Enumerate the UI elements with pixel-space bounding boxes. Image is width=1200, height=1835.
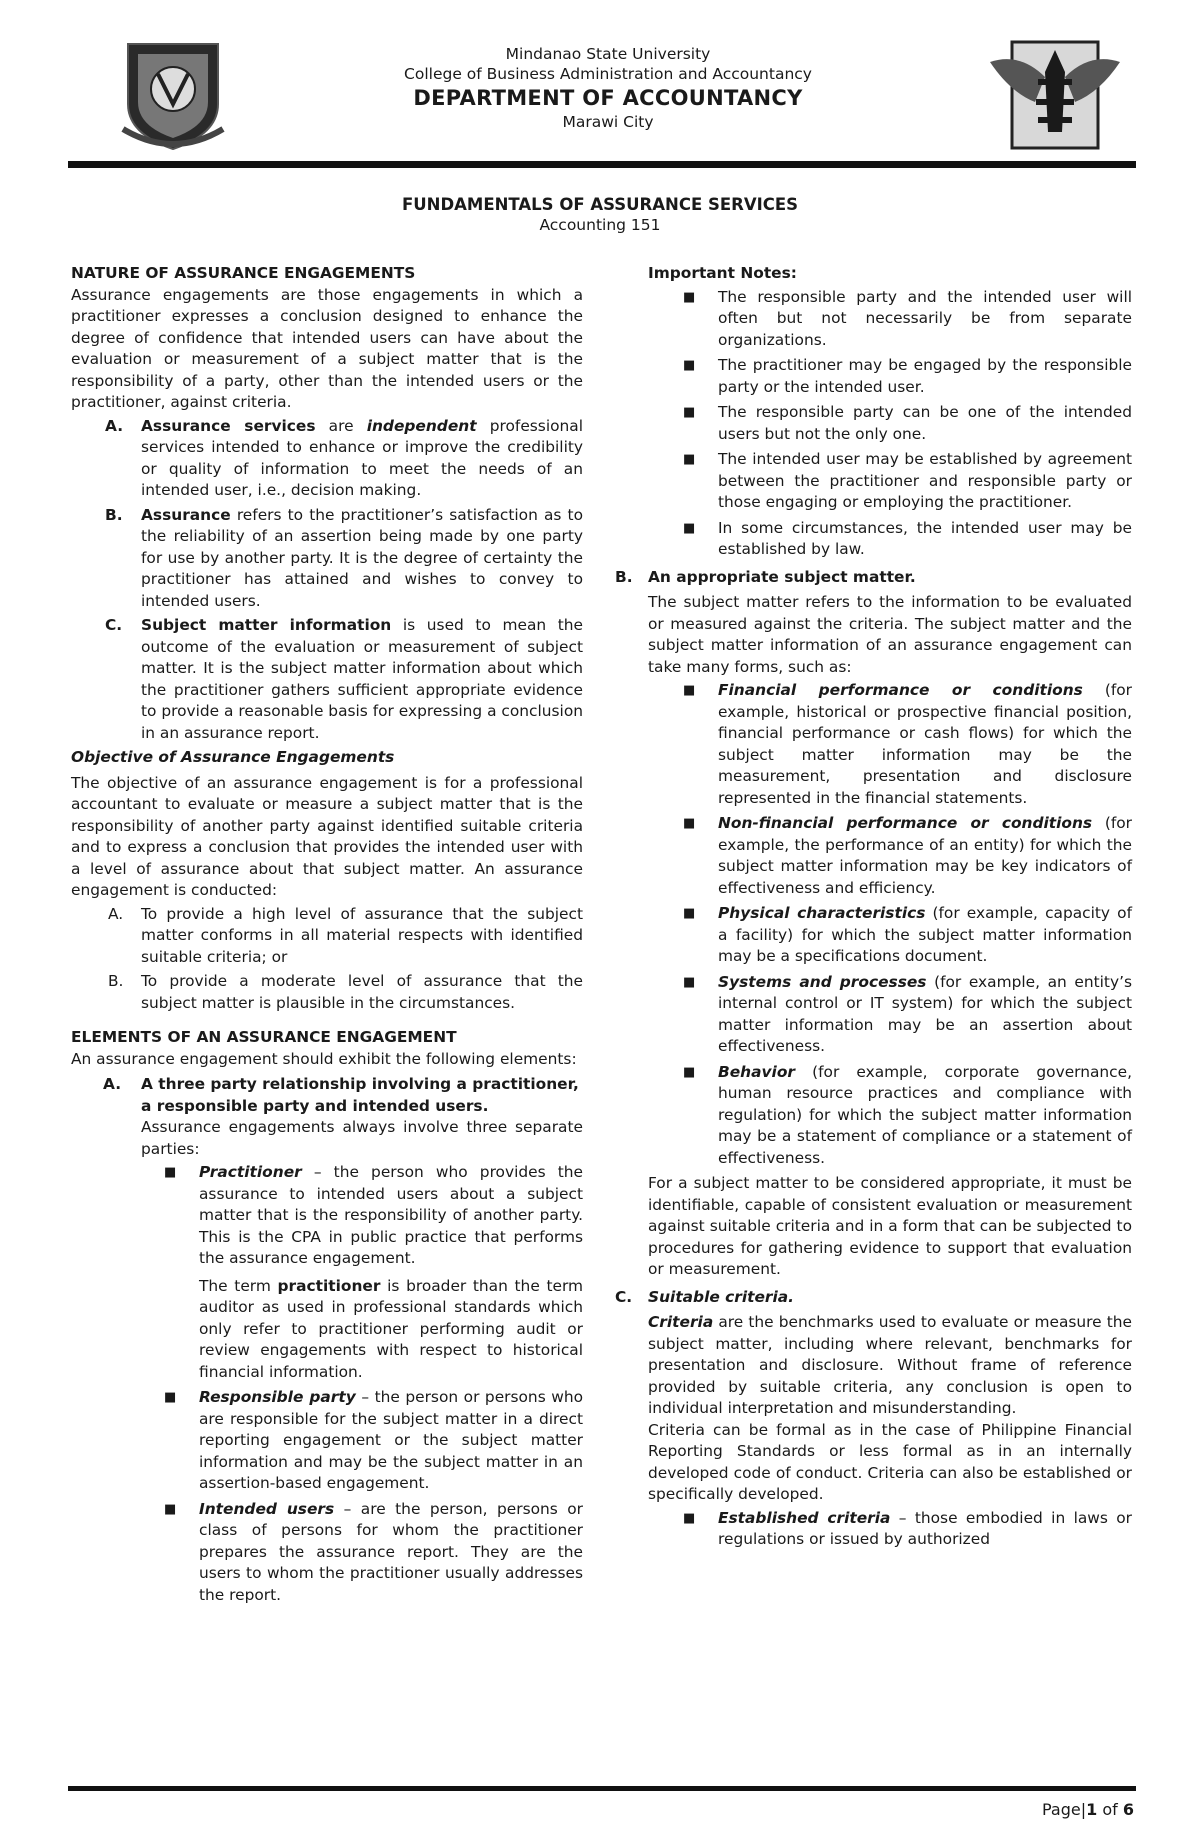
term: Subject matter information (141, 616, 392, 634)
bullet-icon: ■ (683, 520, 696, 536)
list-item (683, 287, 1132, 352)
criteria-list (648, 1508, 1132, 1551)
list-marker: A. (108, 904, 124, 923)
term: Practitioner (199, 1163, 302, 1181)
term: Responsible party (199, 1388, 356, 1406)
bullet-icon: ■ (683, 358, 696, 373)
term: practitioner (277, 1276, 381, 1295)
text: is broader than the term auditor as used in professional standards which only refer to practitioner performing audit or review engagements with respect to historical financial information. (199, 1276, 583, 1381)
term: Behavior (718, 1062, 795, 1081)
list-item (683, 1508, 1132, 1551)
text: – the person or persons who are responsible for the subject matter in a direct reporting engagement or the subject matter information and may be the subject matter in an assertion-based engagement. (199, 1388, 584, 1492)
course-code: Accounting 151 (539, 216, 661, 234)
list-item (164, 1499, 583, 1607)
subject-forms-list (648, 680, 1132, 1169)
text: To provide a moderate level of assurance that the subject matter is plausible in the circumstances. (141, 972, 583, 1012)
total-pages: 6 (1122, 1800, 1134, 1819)
text: The intended user may be established by agreement between the practitioner and responsible party or those engaging or employing the practitioner. (718, 450, 1132, 511)
bullet-icon: ■ (164, 1390, 177, 1405)
list-item (683, 813, 1132, 899)
list-item (683, 1062, 1132, 1170)
text: The term (199, 1276, 278, 1295)
element-b-body: The subject matter refers to the information to be evaluated or measured against the criteria. The subject matter and the subject matter information of an assurance engagement can take many forms, such as: (648, 593, 1132, 676)
text: (for example, corporate governance, human resource practices and compliance with regulation) for which the subject matter information may be a statement of compliance or a statement of effectiveness. (718, 1062, 1132, 1167)
list-marker: A. (105, 416, 124, 435)
text: professional services intended to enhance or improve the credibility or quality of information to meet the needs of an intended user, i.e., decision making. (141, 416, 583, 499)
page-label: Page (1041, 1800, 1081, 1819)
term: Assurance services (141, 416, 316, 435)
city-name: Marawi City (562, 113, 654, 131)
element-c-title: Suitable criteria. (648, 1287, 795, 1306)
text: refers to the practitioner’s satisfaction as to the reliability of an assertion being made by one party for use by another party. It is the degree of certainty the practitioner has attained and wishes to convey to intended users. (141, 505, 583, 610)
term: Physical characteristics (718, 904, 926, 922)
list-item (164, 1387, 584, 1495)
left-column (71, 263, 583, 1610)
objective-body: The objective of an assurance engagement is for a professional accountant to evaluate or measure a subject matter that is the responsibility of another party against identified suitable criteria and to express a conclusion that provides the intended user with a level of assurance about that subject matter. An assurance engagement is conducted: (71, 773, 583, 899)
list-item (683, 903, 1132, 968)
nature-body: Assurance engagements are those engagements in which a practitioner expresses a conclusion designed to enhance the degree of confidence that intended users can have about the evaluation or measurement of a subject matter that is the responsibility of a party, other than the intended users or the practitioner, against criteria. (71, 285, 583, 411)
element-c-heading (615, 1287, 1132, 1309)
parties-list (71, 1162, 583, 1606)
bullet-icon: ■ (683, 974, 696, 990)
bullet-icon: ■ (164, 1501, 177, 1517)
text: (for example, an entity’s internal control or IT system) for which the subject matter information may be an assertion about effectiveness. (718, 972, 1132, 1055)
term: Financial performance or conditions (718, 681, 1083, 699)
text: (for example, capacity of a facility) for which the subject matter information may be a specifications document. (718, 904, 1132, 965)
bullet-icon: ■ (683, 1510, 696, 1526)
criteria-formal: Criteria can be formal as in the case of Philippine Financial Reporting Standards or less formal as in an internally developed code of conduct. Criteria can also be established or specifically developed. (648, 1420, 1132, 1503)
list-item (683, 518, 1132, 561)
list-marker: B. (615, 567, 633, 586)
list-marker: B. (105, 505, 123, 524)
university-seal-logo (118, 34, 228, 152)
elements-body: An assurance engagement should exhibit the following elements: (71, 1049, 577, 1068)
text: – are the person, persons or class of persons for whom the practitioner prepares the assurance report. They are the users to whom the practitioner usually addresses the report. (199, 1499, 583, 1604)
page-header (68, 28, 1143, 160)
text: are (315, 416, 367, 435)
text: – those embodied in laws or regulations or issued by authorized (718, 1508, 1132, 1548)
department-name: DEPARTMENT OF ACCOUNTANCY (413, 86, 803, 110)
bullet-icon: ■ (683, 289, 696, 305)
appropriate-body: For a subject matter to be considered appropriate, it must be identifiable, capable of consistent evaluation or measurement against suitable criteria and in a form that can be subjected to procedures for gathering evidence to support that evaluation or measurement. (648, 1174, 1132, 1278)
list-item (105, 505, 583, 613)
nature-heading: NATURE OF ASSURANCE ENGAGEMENTS (71, 264, 416, 282)
text: The practitioner may be engaged by the responsible party or the intended user. (718, 356, 1132, 396)
nature-list (71, 416, 583, 745)
text: The responsible party and the intended user will often but not necessarily be from separate organizations. (718, 287, 1132, 349)
bullet-icon: ■ (683, 683, 696, 698)
objective-list (71, 904, 583, 1015)
notes-heading: Important Notes: (648, 264, 797, 282)
term: Assurance (141, 505, 231, 524)
current-page: 1 (1086, 1800, 1098, 1819)
footer-divider (68, 1786, 1136, 1791)
list-marker: C. (105, 616, 123, 634)
header-text (298, 44, 918, 132)
element-a-title: A three party relationship involving a practitioner, a responsible party and intended users. (141, 1075, 579, 1115)
accountancy-eagle-logo (990, 32, 1120, 154)
university-name: Mindanao State University (505, 45, 711, 63)
text: are the benchmarks used to evaluate or measure the subject matter, including where relevant, benchmarks for presentation and disclosure. Without frame of reference provided by suitable criteria, any conclusion is open to individual interpretation and misunderstanding. (648, 1313, 1132, 1417)
page-number (1042, 1800, 1134, 1819)
header-divider (68, 161, 1136, 168)
term: Systems and processes (718, 972, 927, 991)
bullet-icon: ■ (164, 1165, 177, 1180)
term: Intended users (199, 1499, 335, 1518)
college-name: College of Business Administration and Accountancy (404, 65, 812, 83)
bullet-icon: ■ (683, 816, 696, 831)
element-b-title: An appropriate subject matter. (648, 567, 916, 586)
list-item (683, 680, 1132, 809)
document-title: FUNDAMENTALS OF ASSURANCE SERVICES (401, 195, 798, 214)
text: is used to mean the outcome of the evaluation or measurement of subject matter. It is the subject matter information about which the practitioner gathers sufficient appropriate evidence to provide a reasonable basis for expressing a conclusion in an assurance report. (141, 616, 584, 742)
element-b-heading (615, 567, 1132, 589)
list-item (683, 355, 1132, 398)
elements-heading: ELEMENTS OF AN ASSURANCE ENGAGEMENT (71, 1028, 457, 1046)
list-item (683, 449, 1132, 514)
list-item (105, 416, 583, 502)
bullet-icon: ■ (683, 405, 696, 420)
element-a-heading (71, 1074, 583, 1117)
list-marker: C. (615, 1287, 633, 1306)
term: Criteria (648, 1313, 714, 1331)
right-column (615, 263, 1132, 1555)
page-separator: | (1080, 1800, 1087, 1819)
text: – the person who provides the assurance to intended users about a subject matter that is the responsibility of another party. This is the CPA in public practice that performs the assurance engagement. (199, 1163, 583, 1267)
text: In some circumstances, the intended user may be established by law. (718, 518, 1132, 558)
list-item (164, 1162, 583, 1383)
criteria-body (648, 1312, 1132, 1420)
text: (for example, the performance of an entity) for which the subject matter information may be key indicators of effectiveness and efficiency. (718, 814, 1132, 897)
element-a-body: Assurance engagements always involve three separate parties: (141, 1118, 583, 1158)
document-title-block (0, 194, 1200, 235)
list-item (108, 971, 583, 1014)
bullet-icon: ■ (683, 1064, 696, 1080)
term: Established criteria (718, 1508, 891, 1527)
text: To provide a high level of assurance that the subject matter conforms in all material respects with identified suitable criteria; or (141, 904, 583, 966)
bullet-icon: ■ (683, 906, 696, 921)
objective-heading: Objective of Assurance Engagements (71, 748, 395, 766)
list-item (683, 972, 1132, 1058)
page-of: of (1102, 1800, 1118, 1819)
term-emphasis: independent (366, 416, 477, 435)
list-item (108, 904, 583, 969)
notes-list (648, 287, 1132, 561)
text: (for example, historical or prospective financial position, financial performance or cash flows) for which the subject matter information may be the measurement, presentation and disclosure represented in the financial statements. (718, 681, 1132, 807)
bullet-icon: ■ (683, 452, 696, 467)
list-item (105, 615, 584, 744)
list-marker: A. (103, 1075, 122, 1093)
term: Non-financial performance or conditions (718, 814, 1093, 832)
list-item (683, 402, 1132, 445)
text: The responsible party can be one of the intended users but not the only one. (718, 403, 1132, 443)
list-marker: B. (108, 972, 124, 990)
